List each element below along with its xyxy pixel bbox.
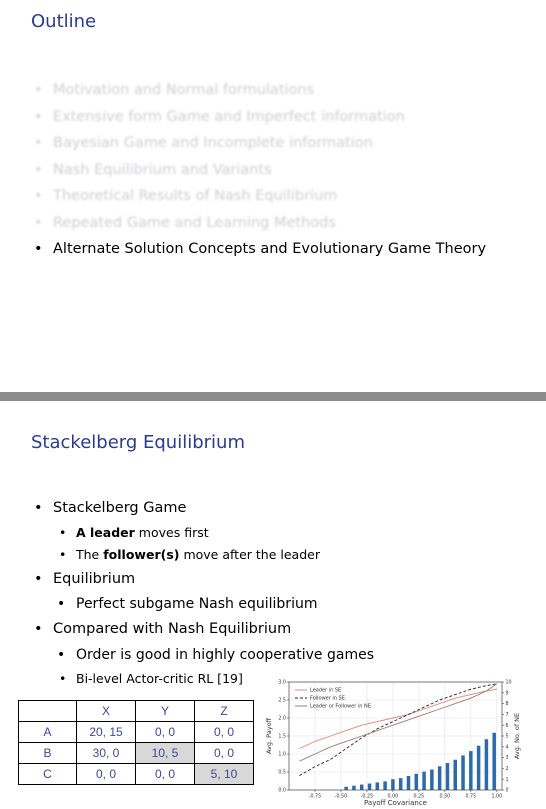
bullet-stackelberg-game: • Stackelberg Game xyxy=(53,500,186,516)
leader-bold: A leader xyxy=(76,525,135,540)
column-header: X xyxy=(77,701,136,722)
payoff-cell: 0, 0 xyxy=(136,764,195,785)
bar xyxy=(485,739,489,790)
payoff-cell-highlighted: 5, 10 xyxy=(195,764,254,785)
bar xyxy=(376,782,380,790)
y2-tick-label: 7 xyxy=(505,713,509,718)
y2-tick-label: 3 xyxy=(505,756,509,762)
sub-bullet-order: • Order is good in highly cooperative games xyxy=(76,647,374,663)
slide-title: Stackelberg Equilibrium xyxy=(31,432,245,453)
bar xyxy=(407,776,411,790)
y2-tick-label: 10 xyxy=(505,680,512,686)
table-row xyxy=(19,722,254,743)
y2-tick-label: 4 xyxy=(505,745,509,751)
x-tick-label: 0.50 xyxy=(439,794,451,800)
payoff-cell: 20, 15 xyxy=(77,722,136,743)
bar xyxy=(415,774,419,790)
column-header: Z xyxy=(195,701,254,722)
x-tick-label: 0.75 xyxy=(465,794,477,800)
payoff-cell: 30, 0 xyxy=(77,743,136,764)
y-tick-label: 3.0 xyxy=(278,680,286,686)
x-tick-label: -0.25 xyxy=(360,794,374,800)
column-header: Y xyxy=(136,701,195,722)
y2-axis-label: Avg. No. of NE xyxy=(513,712,521,760)
outline-item: • Motivation and Normal formulations xyxy=(34,79,534,106)
sub-bullet-leader xyxy=(76,525,209,540)
x-axis-label: Payoff Covariance xyxy=(364,799,427,807)
follower-bold: follower(s) xyxy=(103,547,180,562)
bullet-equilibrium: • Equilibrium xyxy=(53,571,135,587)
y-tick-label: 0.0 xyxy=(278,788,286,794)
bar xyxy=(430,769,434,790)
slide-outline xyxy=(0,0,546,392)
x-tick-label: -0.75 xyxy=(308,794,322,800)
sub-bullet-bilevel: • Bi-level Actor-critic RL [19] xyxy=(76,671,243,686)
bar xyxy=(360,785,364,790)
table-row xyxy=(19,743,254,764)
x-tick-label: -0.50 xyxy=(334,794,348,800)
y2-tick-label: 2 xyxy=(505,767,509,772)
x-tick-label: 0.25 xyxy=(413,794,425,800)
payoff-cell: 0, 0 xyxy=(195,743,254,764)
row-label: C xyxy=(19,764,77,785)
bar xyxy=(352,786,356,790)
sub-bullet-follower xyxy=(76,547,320,562)
row-label: B xyxy=(19,743,77,764)
legend-label: Leader or Follower in NE xyxy=(310,703,371,710)
y2-tick-label: 0 xyxy=(505,788,509,794)
payoff-cell: 0, 0 xyxy=(195,722,254,743)
leader-rest: moves first xyxy=(134,525,209,540)
y2-tick-label: 9 xyxy=(505,691,509,697)
outline-list xyxy=(34,79,534,265)
bar xyxy=(469,751,473,790)
bar xyxy=(453,760,457,790)
payoff-table xyxy=(18,700,254,785)
y-tick-label: 0.5 xyxy=(278,770,286,776)
legend-label: Follower in SE xyxy=(310,695,345,702)
row-label: A xyxy=(19,722,77,743)
outline-item: • Bayesian Game and Incomplete information xyxy=(34,132,534,159)
slide-title: Outline xyxy=(31,11,97,32)
outline-item: • Theoretical Results of Nash Equilibrium xyxy=(34,185,534,212)
y2-tick-label: 6 xyxy=(505,723,509,729)
outline-item: • Repeated Game and Learning Methods xyxy=(34,212,534,239)
payoff-covariance-chart xyxy=(262,677,527,807)
y2-tick-label: 5 xyxy=(505,734,509,740)
payoff-cell: 0, 0 xyxy=(77,764,136,785)
table-row xyxy=(19,764,254,785)
table-header-row xyxy=(19,701,254,722)
bullet-compared: • Compared with Nash Equilibrium xyxy=(53,621,291,637)
y-tick-label: 2.5 xyxy=(278,698,286,704)
bar xyxy=(399,778,403,790)
outline-item: • Extensive form Game and Imperfect information xyxy=(34,106,534,133)
payoff-cell: 0, 0 xyxy=(136,722,195,743)
slide-stackelberg xyxy=(0,401,546,809)
follower-rest: move after the leader xyxy=(179,547,320,562)
x-tick-label: 0.00 xyxy=(387,794,399,800)
bar xyxy=(391,779,395,790)
outline-item: • Nash Equilibrium and Variants xyxy=(34,159,534,186)
bar xyxy=(461,755,465,790)
y-tick-label: 2.0 xyxy=(278,716,286,722)
y2-tick-label: 8 xyxy=(505,702,509,708)
y2-tick-label: 1 xyxy=(505,777,509,783)
bar xyxy=(477,746,481,790)
y-axis-label: Avg. Payoff xyxy=(265,717,273,755)
bar xyxy=(492,733,496,790)
sub-bullet-perfect: • Perfect subgame Nash equilibrium xyxy=(76,596,317,612)
bar xyxy=(446,763,450,790)
y-tick-label: 1.5 xyxy=(278,734,286,740)
legend-label: Leader in SE xyxy=(310,687,342,694)
slide-separator xyxy=(0,392,546,401)
bar xyxy=(344,787,348,790)
follower-pre: The xyxy=(76,547,104,562)
bar xyxy=(422,772,426,790)
bar xyxy=(438,766,442,790)
y-tick-label: 1.0 xyxy=(278,752,286,758)
x-tick-label: 1.00 xyxy=(491,794,503,800)
bar xyxy=(383,781,387,790)
outline-item-current: • Alternate Solution Concepts and Evolutionary Game Theory xyxy=(34,238,534,265)
table-corner xyxy=(19,701,77,722)
bar xyxy=(368,784,372,790)
payoff-cell-highlighted: 10, 5 xyxy=(136,743,195,764)
